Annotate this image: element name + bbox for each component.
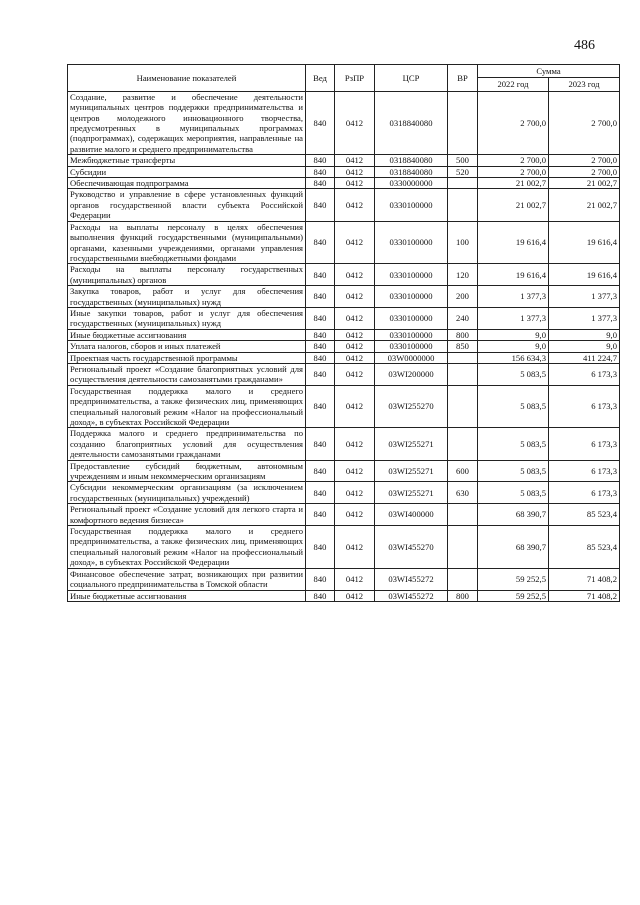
- row-vr: 630: [448, 482, 478, 504]
- row-rzpr: 0412: [335, 178, 375, 189]
- row-ved: 840: [306, 428, 335, 460]
- row-name: Создание, развитие и обеспечение деятельности муниципальных центров поддержки предпринимательства и центров молодежного инновационного творчества, предусмотренных в муниципальных программах (подпрограммах), содержащих мероприятия, направленные на развитие малого и среднего предпринимательства: [68, 91, 306, 154]
- row-rzpr: 0412: [335, 352, 375, 363]
- table-row: [68, 568, 620, 590]
- row-ved: 840: [306, 504, 335, 526]
- row-sum-2022: 2 700,0: [478, 166, 549, 177]
- row-sum-2022: 156 634,3: [478, 352, 549, 363]
- row-ved: 840: [306, 526, 335, 569]
- row-sum-2022: 5 083,5: [478, 428, 549, 460]
- row-sum-2022: 68 390,7: [478, 504, 549, 526]
- row-sum-2022: 2 700,0: [478, 91, 549, 154]
- table-header: [68, 65, 620, 92]
- row-name: Финансовое обеспечение затрат, возникающих при развитии социального предпринимательства в Томской области: [68, 568, 306, 590]
- row-csr: 0318840080: [375, 91, 448, 154]
- row-rzpr: 0412: [335, 482, 375, 504]
- row-rzpr: 0412: [335, 363, 375, 385]
- row-sum-2023: 6 173,3: [549, 460, 620, 482]
- row-csr: 03WI455272: [375, 590, 448, 601]
- row-name: Региональный проект «Создание благоприятных условий для осуществления деятельности самозанятыми гражданами»: [68, 363, 306, 385]
- header-ved: Вед: [306, 65, 335, 92]
- row-rzpr: 0412: [335, 460, 375, 482]
- row-sum-2022: 5 083,5: [478, 460, 549, 482]
- row-sum-2022: 5 083,5: [478, 385, 549, 428]
- row-ved: 840: [306, 352, 335, 363]
- row-csr: 03WI255271: [375, 482, 448, 504]
- table-row: [68, 363, 620, 385]
- row-sum-2022: 9,0: [478, 329, 549, 340]
- table-row: [68, 189, 620, 221]
- row-ved: 840: [306, 482, 335, 504]
- table-row: [68, 341, 620, 352]
- row-vr: [448, 91, 478, 154]
- row-vr: 600: [448, 460, 478, 482]
- row-csr: 0318840080: [375, 155, 448, 166]
- row-vr: [448, 568, 478, 590]
- row-sum-2023: 6 173,3: [549, 482, 620, 504]
- table-row: [68, 178, 620, 189]
- row-name: Руководство и управление в сфере установленных функций органов государственной власти субъекта Российской Федерации: [68, 189, 306, 221]
- header-rzpr: РзПР: [335, 65, 375, 92]
- row-vr: [448, 428, 478, 460]
- row-name: Предоставление субсидий бюджетным, автономным учреждениям и иным некоммерческим организациям: [68, 460, 306, 482]
- row-rzpr: 0412: [335, 286, 375, 308]
- row-ved: 840: [306, 307, 335, 329]
- row-vr: [448, 385, 478, 428]
- row-rzpr: 0412: [335, 166, 375, 177]
- row-ved: 840: [306, 155, 335, 166]
- row-sum-2022: 68 390,7: [478, 526, 549, 569]
- row-name: Государственная поддержка малого и среднего предпринимательства, а также физических лиц, применяющих специальный налоговый режим «Налог на профессиональный доход», в субъектах Российской Федерации: [68, 526, 306, 569]
- budget-table: [67, 64, 620, 602]
- row-rzpr: 0412: [335, 504, 375, 526]
- table-row: [68, 352, 620, 363]
- row-rzpr: 0412: [335, 264, 375, 286]
- row-name: Субсидии некоммерческим организациям (за исключением государственных (муниципальных) учреждений): [68, 482, 306, 504]
- header-sum: Сумма: [478, 65, 620, 78]
- row-sum-2022: 1 377,3: [478, 286, 549, 308]
- table-row: [68, 428, 620, 460]
- row-csr: 0318840080: [375, 166, 448, 177]
- row-rzpr: 0412: [335, 428, 375, 460]
- row-name: Расходы на выплаты персоналу в целях обеспечения выполнения функций государственными (муниципальными) органами, казенными учреждениями, органами управления государственными внебюджетными фондами: [68, 221, 306, 264]
- row-sum-2022: 5 083,5: [478, 482, 549, 504]
- row-csr: 03WI200000: [375, 363, 448, 385]
- row-name: Региональный проект «Создание условий для легкого старта и комфортного ведения бизнеса»: [68, 504, 306, 526]
- row-rzpr: 0412: [335, 590, 375, 601]
- row-sum-2022: 21 002,7: [478, 189, 549, 221]
- row-vr: 500: [448, 155, 478, 166]
- row-sum-2023: 21 002,7: [549, 178, 620, 189]
- page-number: 486: [574, 38, 595, 53]
- row-sum-2022: 2 700,0: [478, 155, 549, 166]
- row-name: Закупка товаров, работ и услуг для обеспечения государственных (муниципальных) нужд: [68, 286, 306, 308]
- row-sum-2023: 1 377,3: [549, 307, 620, 329]
- row-ved: 840: [306, 286, 335, 308]
- table-row: [68, 590, 620, 601]
- row-ved: 840: [306, 385, 335, 428]
- row-sum-2023: 411 224,7: [549, 352, 620, 363]
- table-row: [68, 155, 620, 166]
- row-rzpr: 0412: [335, 91, 375, 154]
- row-csr: 03W0000000: [375, 352, 448, 363]
- row-sum-2022: 5 083,5: [478, 363, 549, 385]
- row-rzpr: 0412: [335, 307, 375, 329]
- row-sum-2023: 1 377,3: [549, 286, 620, 308]
- row-csr: 03WI400000: [375, 504, 448, 526]
- row-sum-2023: 21 002,7: [549, 189, 620, 221]
- row-sum-2023: 9,0: [549, 329, 620, 340]
- row-csr: 0330100000: [375, 221, 448, 264]
- row-csr: 0330100000: [375, 307, 448, 329]
- row-vr: 100: [448, 221, 478, 264]
- table-row: [68, 264, 620, 286]
- row-ved: 840: [306, 329, 335, 340]
- row-sum-2023: 19 616,4: [549, 221, 620, 264]
- row-ved: 840: [306, 363, 335, 385]
- row-sum-2022: 19 616,4: [478, 221, 549, 264]
- row-rzpr: 0412: [335, 329, 375, 340]
- row-csr: 0330100000: [375, 329, 448, 340]
- row-vr: 800: [448, 590, 478, 601]
- row-vr: 120: [448, 264, 478, 286]
- row-name: Проектная часть государственной программы: [68, 352, 306, 363]
- row-sum-2022: 19 616,4: [478, 264, 549, 286]
- row-sum-2023: 2 700,0: [549, 155, 620, 166]
- row-ved: 840: [306, 178, 335, 189]
- row-vr: [448, 352, 478, 363]
- row-sum-2023: 6 173,3: [549, 385, 620, 428]
- row-csr: 03WI255271: [375, 428, 448, 460]
- header-2022: 2022 год: [478, 78, 549, 91]
- row-ved: 840: [306, 221, 335, 264]
- row-vr: [448, 189, 478, 221]
- row-vr: [448, 504, 478, 526]
- table-row: [68, 460, 620, 482]
- row-sum-2023: 9,0: [549, 341, 620, 352]
- header-2023: 2023 год: [549, 78, 620, 91]
- row-ved: 840: [306, 91, 335, 154]
- row-rzpr: 0412: [335, 385, 375, 428]
- row-ved: 840: [306, 460, 335, 482]
- row-name: Иные закупки товаров, работ и услуг для обеспечения государственных (муниципальных) нужд: [68, 307, 306, 329]
- row-sum-2022: 9,0: [478, 341, 549, 352]
- row-vr: [448, 363, 478, 385]
- row-ved: 840: [306, 264, 335, 286]
- row-rzpr: 0412: [335, 221, 375, 264]
- row-ved: 840: [306, 568, 335, 590]
- row-vr: 520: [448, 166, 478, 177]
- row-sum-2023: 6 173,3: [549, 363, 620, 385]
- row-ved: 840: [306, 590, 335, 601]
- row-name: Иные бюджетные ассигнования: [68, 329, 306, 340]
- row-sum-2023: 85 523,4: [549, 526, 620, 569]
- row-name: Межбюджетные трансферты: [68, 155, 306, 166]
- row-csr: 0330100000: [375, 341, 448, 352]
- row-csr: 0330100000: [375, 189, 448, 221]
- table-row: [68, 221, 620, 264]
- row-rzpr: 0412: [335, 155, 375, 166]
- table-row: [68, 286, 620, 308]
- row-ved: 840: [306, 189, 335, 221]
- row-sum-2022: 59 252,5: [478, 590, 549, 601]
- row-csr: 03WI455270: [375, 526, 448, 569]
- row-sum-2023: 85 523,4: [549, 504, 620, 526]
- row-sum-2023: 71 408,2: [549, 568, 620, 590]
- table-row: [68, 504, 620, 526]
- table-row: [68, 166, 620, 177]
- row-sum-2022: 59 252,5: [478, 568, 549, 590]
- row-rzpr: 0412: [335, 568, 375, 590]
- row-vr: 850: [448, 341, 478, 352]
- row-vr: 800: [448, 329, 478, 340]
- row-name: Расходы на выплаты персоналу государственных (муниципальных) органов: [68, 264, 306, 286]
- row-rzpr: 0412: [335, 341, 375, 352]
- row-vr: [448, 526, 478, 569]
- row-csr: 0330000000: [375, 178, 448, 189]
- row-sum-2023: 2 700,0: [549, 91, 620, 154]
- header-csr: ЦСР: [375, 65, 448, 92]
- header-name: Наименование показателей: [68, 65, 306, 92]
- row-rzpr: 0412: [335, 189, 375, 221]
- row-csr: 0330100000: [375, 264, 448, 286]
- row-name: Поддержка малого и среднего предпринимательства по созданию благоприятных условий для осуществления деятельности самозанятыми гражданами: [68, 428, 306, 460]
- row-sum-2023: 2 700,0: [549, 166, 620, 177]
- row-name: Уплата налогов, сборов и иных платежей: [68, 341, 306, 352]
- header-vr: ВР: [448, 65, 478, 92]
- row-sum-2023: 71 408,2: [549, 590, 620, 601]
- table-row: [68, 385, 620, 428]
- row-name: Государственная поддержка малого и среднего предпринимательства, а также физических лиц, применяющих специальный налоговый режим «Налог на профессиональный доход», в субъектах Российской Федерации: [68, 385, 306, 428]
- row-ved: 840: [306, 166, 335, 177]
- table-row: [68, 329, 620, 340]
- row-name: Иные бюджетные ассигнования: [68, 590, 306, 601]
- table-row: [68, 482, 620, 504]
- table-row: [68, 307, 620, 329]
- row-sum-2022: 21 002,7: [478, 178, 549, 189]
- row-sum-2023: 6 173,3: [549, 428, 620, 460]
- row-vr: [448, 178, 478, 189]
- row-csr: 03WI255270: [375, 385, 448, 428]
- row-name: Обеспечивающая подпрограмма: [68, 178, 306, 189]
- row-vr: 200: [448, 286, 478, 308]
- table-body: [68, 91, 620, 601]
- row-name: Субсидии: [68, 166, 306, 177]
- table-row: [68, 526, 620, 569]
- row-csr: 03WI255271: [375, 460, 448, 482]
- row-vr: 240: [448, 307, 478, 329]
- row-csr: 03WI455272: [375, 568, 448, 590]
- row-ved: 840: [306, 341, 335, 352]
- table-row: [68, 91, 620, 154]
- row-csr: 0330100000: [375, 286, 448, 308]
- row-sum-2022: 1 377,3: [478, 307, 549, 329]
- row-sum-2023: 19 616,4: [549, 264, 620, 286]
- row-rzpr: 0412: [335, 526, 375, 569]
